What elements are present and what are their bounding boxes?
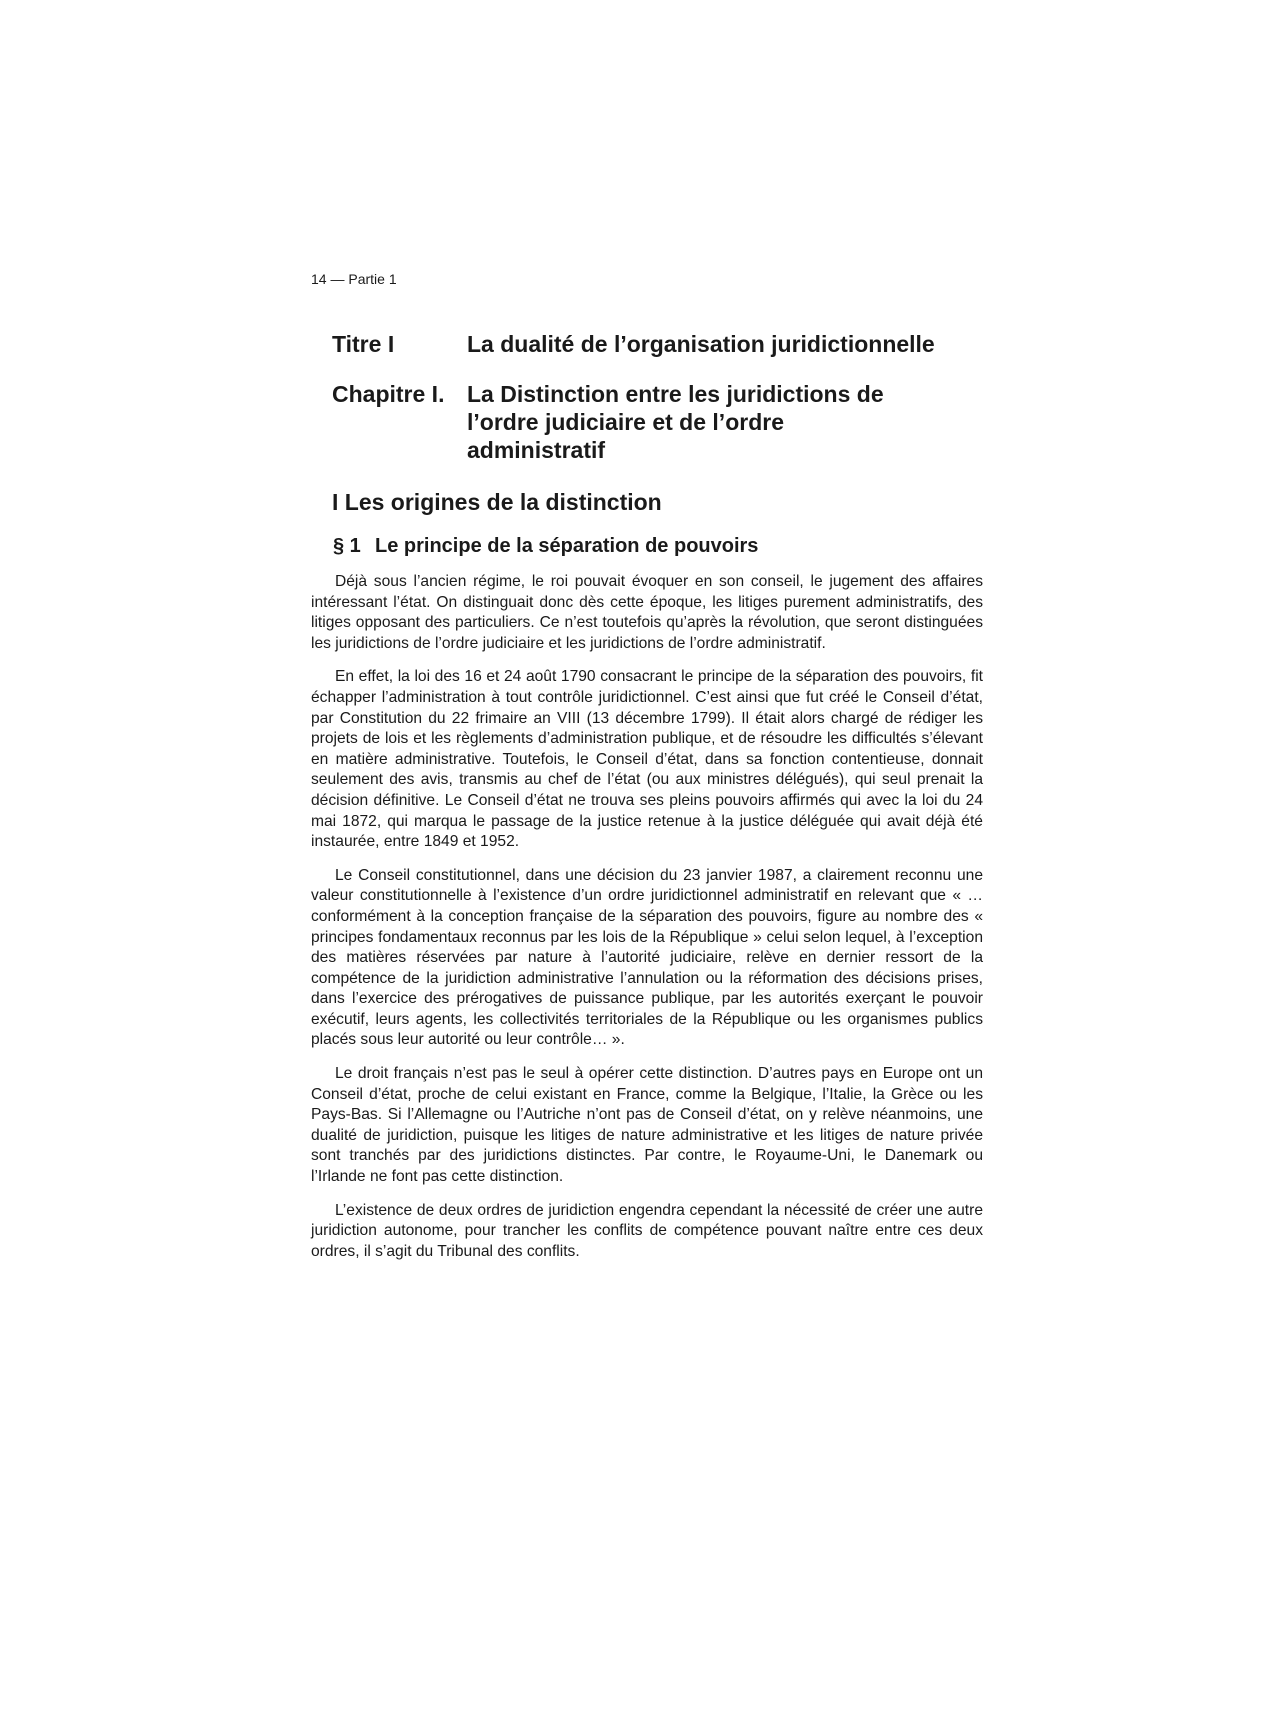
titre-text: La dualité de l’organisation juridictionnelle: [467, 331, 935, 357]
document-page: [311, 270, 983, 1275]
section-heading: I Les origines de la distinction: [332, 489, 662, 515]
body-paragraph: Le droit français n’est pas le seul à opérer cette distinction. D’autres pays en Europe ont un Conseil d’état, proche de celui existant en France, comme la Belgique, l’Italie, la Grèce ou les Pays-Bas. Si l’Allemagne ou l’Autriche n’ont pas de Conseil d’état, on y relève néanmoins, une dualité de juridiction, puisque les litiges de nature administrative et les litiges de nature privée sont tranchés par des juridictions distinctes. Par contre, le Royaume-Uni, le Danemark ou l’Irlande ne font pas cette distinction.: [311, 1065, 983, 1186]
subsection-number: § 1: [333, 535, 361, 557]
subsection-heading: [333, 534, 983, 558]
titre-label: Titre I: [332, 331, 395, 357]
chapitre-label: Chapitre I.: [332, 381, 445, 407]
chapitre-heading: [332, 380, 983, 464]
chapitre-text: La Distinction entre les juridictions de l’ordre judiciaire et de l’ordre administratif: [467, 381, 884, 463]
running-head: 14 — Partie 1: [311, 271, 397, 287]
body-paragraph: En effet, la loi des 16 et 24 août 1790 consacrant le principe de la séparation des pouvoirs, fit échapper l’administration à tout contrôle juridictionnel. C’est ainsi que fut créé le Conseil d’état, par Constitution du 22 frimaire an VIII (13 décembre 1799). Il était alors chargé de rédiger les projets de lois et les règlements d’administration publique, et de résoudre les difficultés s’élevant en matière administrative. Toutefois, le Conseil d’état, dans sa fonction contentieuse, donnait seulement des avis, transmis au chef de l’état (ou aux ministres délégués), qui seul prenait la décision définitive. Le Conseil d’état ne trouva ses pleins pouvoirs affirmés qui avec la loi du 24 mai 1872, qui marqua le passage de la justice retenue à la justice déléguée qui avait déjà été instaurée, entre 1849 et 1952.: [311, 668, 983, 851]
body-paragraph: Le Conseil constitutionnel, dans une décision du 23 janvier 1987, a clairement reconnu une valeur constitutionnelle à l’existence d’un ordre juridictionnel administratif en relevant que « …conformément à la conception française de la séparation des pouvoirs, figure au nombre des « principes fondamentaux reconnus par les lois de la République » celui selon lequel, à l’exception des matières réservées par nature à l’autorité judiciaire, relève en dernier ressort de la compétence de la juridiction administrative l’annulation ou la réformation des décisions prises, dans l’exercice des prérogatives de puissance publique, par les autorités exerçant le pouvoir exécutif, leurs agents, les collectivités territoriales de la République ou les organismes publics placés sous leur autorité ou leur contrôle… ».: [311, 866, 983, 1049]
body-paragraph: L’existence de deux ordres de juridiction engendra cependant la nécessité de créer une autre juridiction autonome, pour trancher les conflits de compétence pouvant naître entre ces deux ordres, il s’agit du Tribunal des conflits.: [311, 1201, 983, 1260]
titre-heading: [332, 330, 983, 358]
body-paragraph: Déjà sous l’ancien régime, le roi pouvait évoquer en son conseil, le jugement des affaires intéressant l’état. On distinguait donc dès cette époque, les litiges purement administratifs, des litiges opposant des particuliers. Ce n’est toutefois qu’après la révolution, que seront distinguées les juridictions de l’ordre judiciaire et les juridictions de l’ordre administratif.: [311, 573, 983, 652]
subsection-title: Le principe de la séparation de pouvoirs: [375, 535, 759, 557]
